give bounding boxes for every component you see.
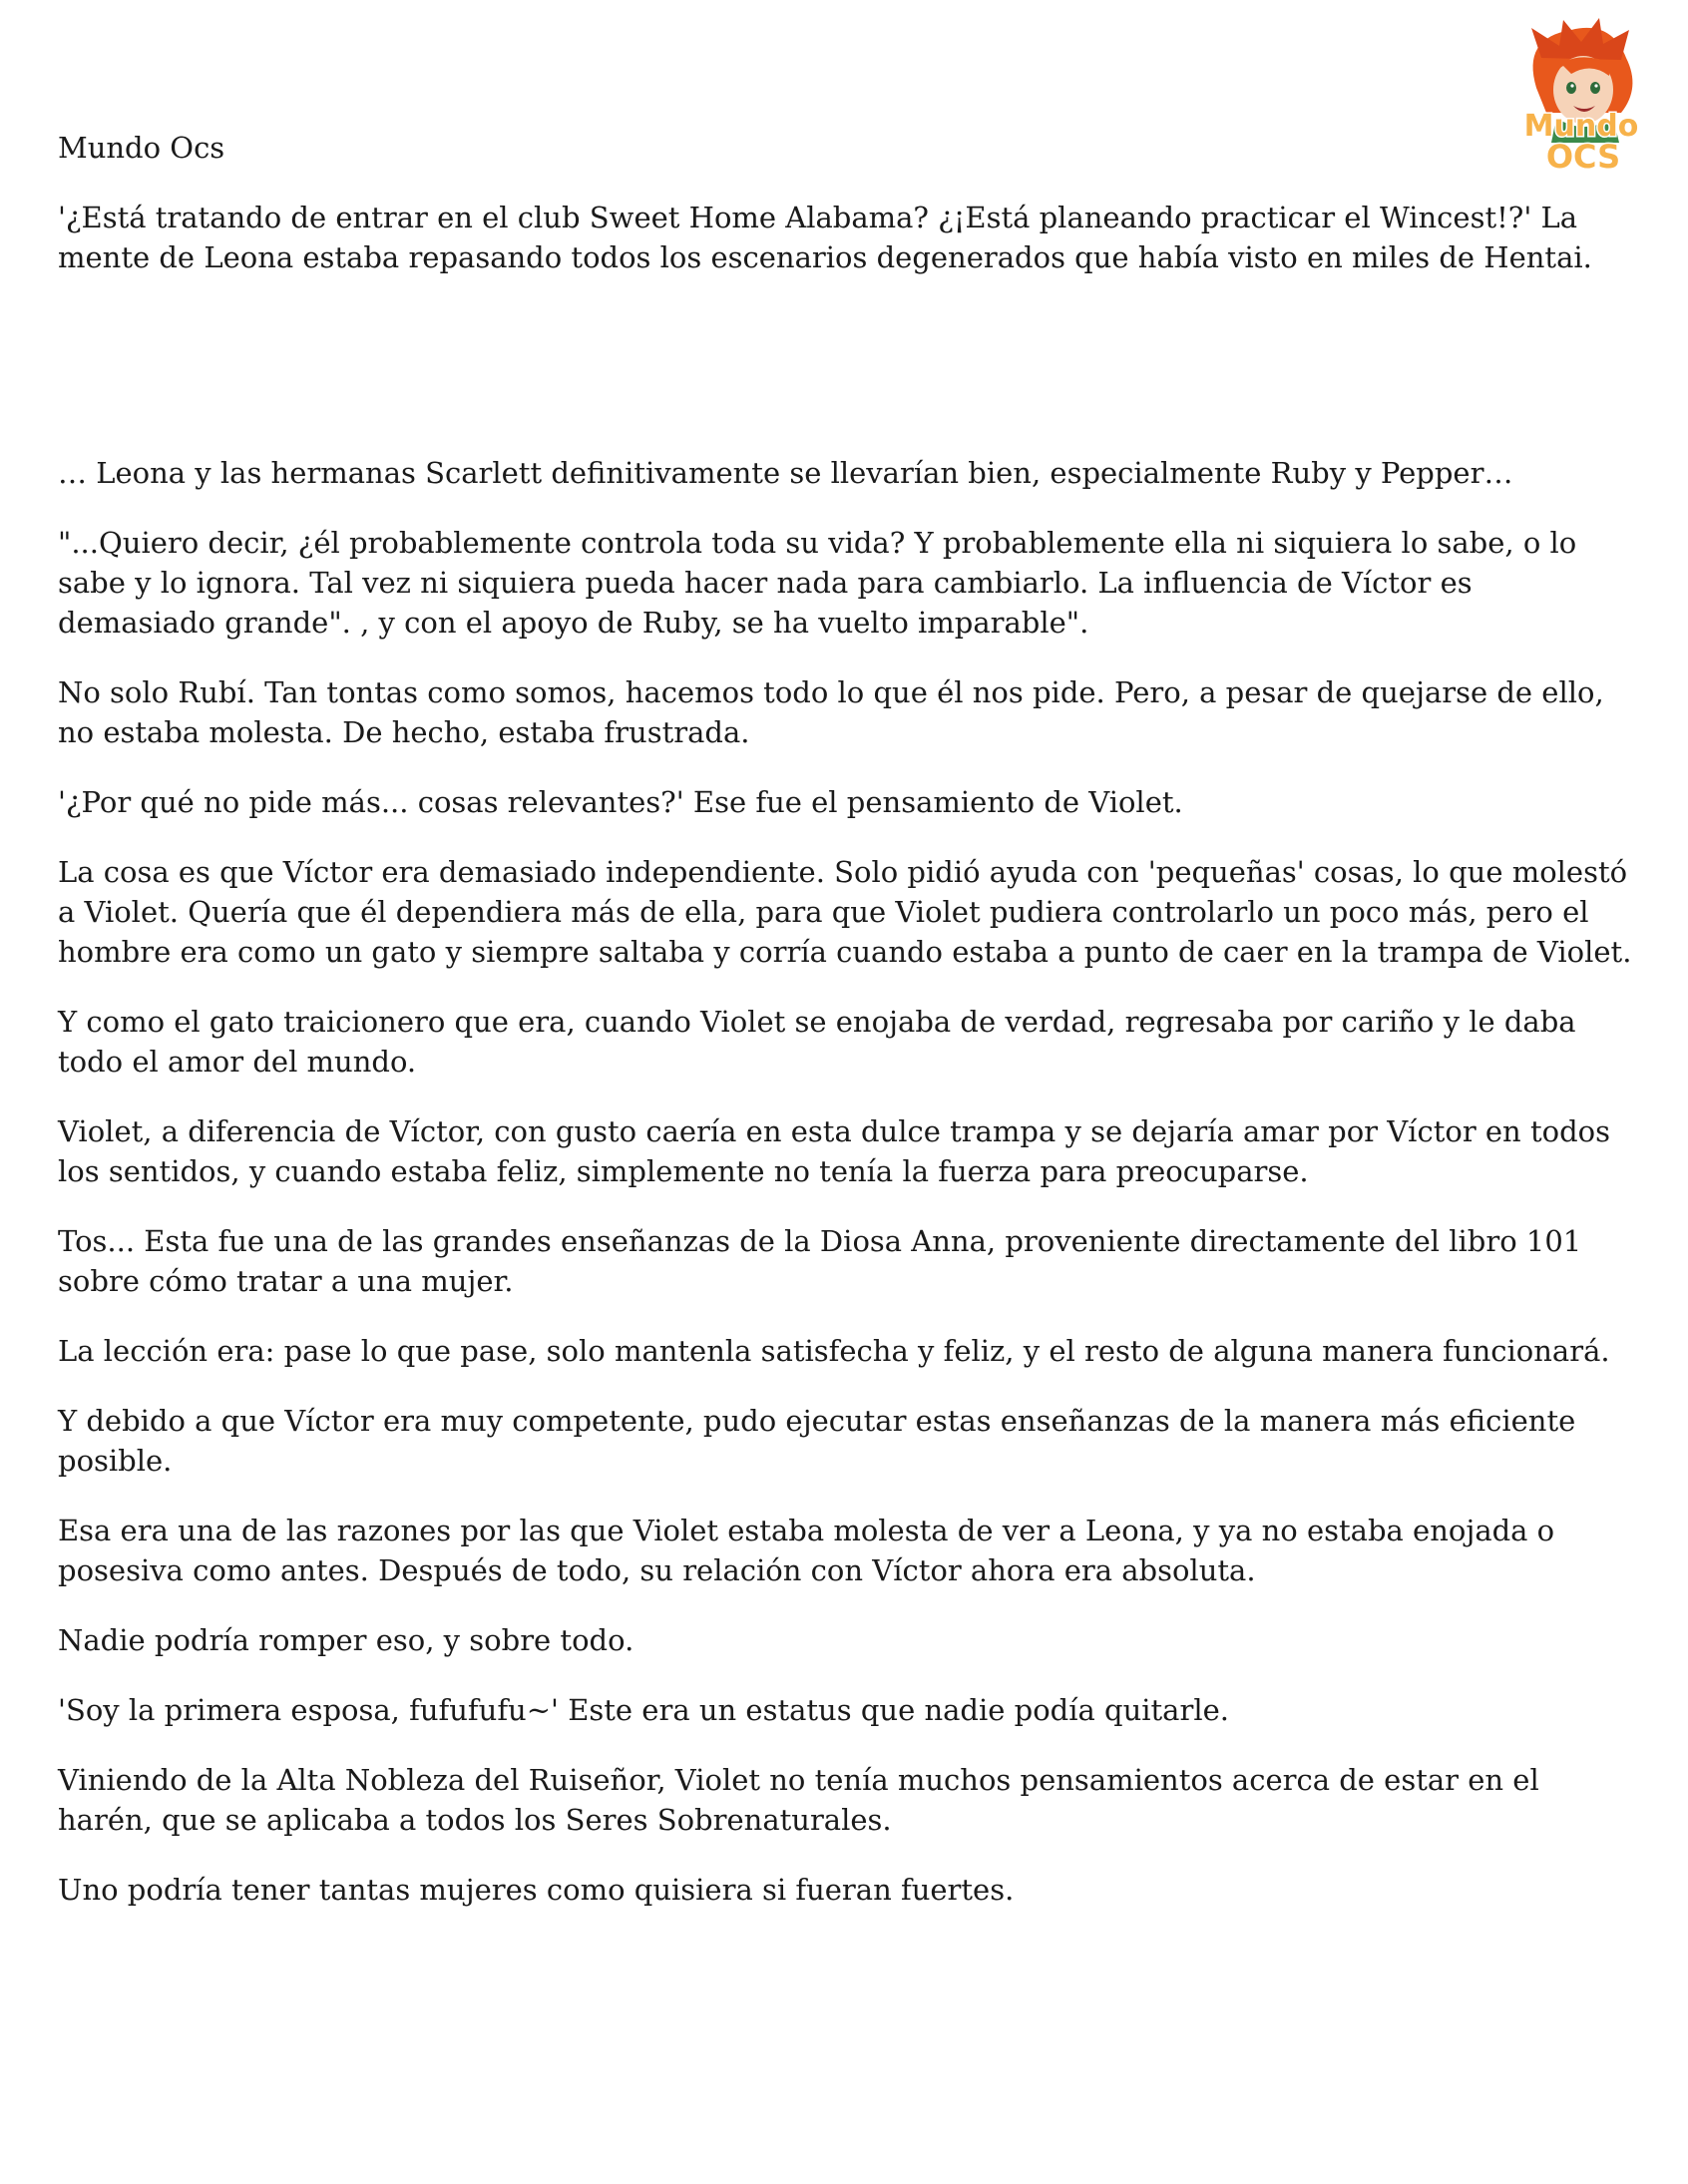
document-body (58, 128, 1634, 1940)
svg-text:Mundo: Mundo (1523, 109, 1639, 144)
paragraph: … Leona y las hermanas Scarlett definitivamente se llevarían bien, especialmente Ruby y Pepper… (58, 456, 1513, 490)
paragraph: "...Quiero decir, ¿él probablemente controla toda su vida? Y probablemente ella ni siquiera lo sabe, o lo sabe y lo ignora. Tal vez ni siquiera pueda hacer nada para cambiarlo. La influencia de Víctor es demasiado grande". , y con el apoyo de Ruby, se ha vuelto imparable". (58, 526, 1577, 640)
paragraph: La lección era: pase lo que pase, solo mantenla satisfecha y feliz, y el resto de alguna manera funcionará. (58, 1334, 1610, 1368)
paragraph: Y debido a que Víctor era muy competente, pudo ejecutar estas enseñanzas de la manera más eficiente posible. (58, 1404, 1576, 1478)
paragraph: Nadie podría romper eso, y sobre todo. (58, 1623, 634, 1657)
svg-text:OCS: OCS (1545, 138, 1621, 176)
paragraph: '¿Por qué no pide más... cosas relevantes?' Ese fue el pensamiento de Violet. (58, 785, 1183, 819)
paragraph: '¿Está tratando de entrar en el club Sweet Home Alabama? ¿¡Está planeando practicar el Wincest!?' La mente de Leona estaba repasando todos los escenarios degenerados que había visto en miles de Hentai. (58, 201, 1592, 274)
paragraph: Viniendo de la Alta Nobleza del Ruiseñor, Violet no tenía muchos pensamientos acerca de estar en el harén, que se aplicaba a todos los Seres Sobrenaturales. (58, 1763, 1539, 1837)
paragraph: Uno podría tener tantas mujeres como quisiera si fueran fuertes. (58, 1873, 1015, 1907)
paragraph: 'Soy la primera esposa, fufufufu~' Este era un estatus que nadie podía quitarle. (58, 1693, 1229, 1727)
paragraph: Y como el gato traicionero que era, cuando Violet se enojaba de verdad, regresaba por cariño y le daba todo el amor del mundo. (58, 1005, 1576, 1079)
paragraph: La cosa es que Víctor era demasiado independiente. Solo pidió ayuda con 'pequeñas' cosas, lo que molestó a Violet. Quería que él dependiera más de ella, para que Violet pudiera controlarlo un poco más, pero el hombre era como un gato y siempre saltaba y corría cuando estaba a punto de caer en la trampa de Violet. (58, 855, 1632, 969)
paragraph: Esa era una de las razones por las que Violet estaba molesta de ver a Leona, y ya no estaba enojada o posesiva como antes. Después de todo, su relación con Víctor ahora era absoluta. (58, 1514, 1555, 1587)
paragraph: Tos... Esta fue una de las grandes enseñanzas de la Diosa Anna, proveniente directamente del libro 101 sobre cómo tratar a una mujer. (58, 1224, 1582, 1298)
paragraph: No solo Rubí. Tan tontas como somos, hacemos todo lo que él nos pide. Pero, a pesar de quejarse de ello, no estaba molesta. De hecho, estaba frustrada. (58, 675, 1604, 749)
site-name: Mundo Ocs (58, 131, 225, 165)
paragraph: Violet, a diferencia de Víctor, con gusto caería en esta dulce trampa y se dejaría amar por Víctor en todos los sentidos, y cuando estaba feliz, simplemente no tenía la fuerza para preocuparse. (58, 1114, 1610, 1188)
blank-space (58, 307, 1634, 453)
